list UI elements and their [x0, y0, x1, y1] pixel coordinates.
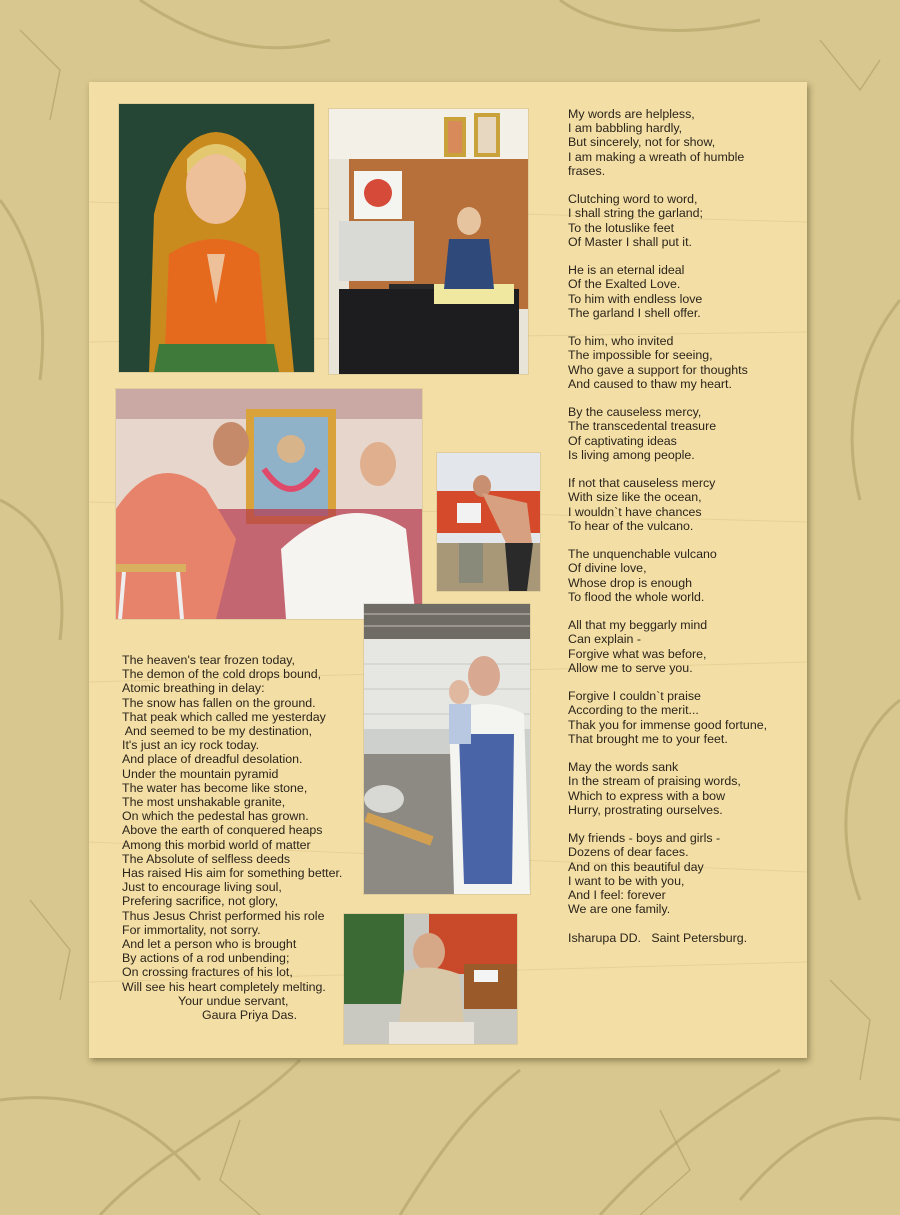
poem-line: By actions of a rod unbending; [122, 951, 290, 966]
poem-line: To hear of the vulcano. [568, 518, 694, 533]
poem-line: And let a person who is brought [122, 937, 297, 952]
poem-line: And caused to thaw my heart. [568, 376, 732, 391]
poem-line: My friends - boys and girls - [568, 831, 721, 846]
poem-line: According to the merit... [568, 703, 699, 718]
office-photo-icon [329, 109, 528, 374]
poem-line: I wouldn`t have chances [568, 504, 702, 519]
poem-line: For immortality, not sorry. [122, 922, 261, 937]
poem-line: Dozens of dear faces. [568, 845, 689, 860]
poem-line: That brought me to your feet. [568, 731, 728, 746]
poem-right-column [568, 107, 796, 945]
poem-line: The impossible for seeing, [568, 348, 713, 363]
poem-stanza [568, 760, 796, 817]
poem-line: The water has become like stone, [122, 780, 308, 795]
ceremony-photo-icon [116, 389, 422, 619]
poem-line: Prefering sacrifice, not glory, [122, 894, 279, 909]
poem-line: Can explain - [568, 632, 642, 647]
poem-stanza [568, 192, 796, 249]
poem-line: All that my beggarly mind [568, 618, 708, 633]
poem-line: Of divine love, [568, 561, 647, 576]
poem-stanza [568, 405, 796, 462]
poem-line: My words are helpless, [568, 107, 695, 121]
poem-line: It's just an icy rock today. [122, 738, 260, 753]
poem-page [89, 82, 807, 1058]
poem-line: Whose drop is enough [568, 575, 692, 590]
poem-line: On which the pedestal has grown. [122, 809, 309, 824]
poem-signature: Isharupa DD. Saint Petersburg. [568, 930, 748, 945]
portrait-photo-icon [119, 104, 314, 372]
poem-line: But sincerely, not for show, [568, 135, 716, 150]
poem-line: To him with endless love [568, 291, 703, 306]
poem-line: To the lotuslike feet [568, 220, 675, 235]
poem-line: Of Master I shall put it. [568, 234, 692, 249]
poem-line: And I feel: forever [568, 888, 666, 903]
poem-line: The most unshakable granite, [122, 795, 286, 810]
photo-kitchen-cooking [364, 604, 530, 894]
poem-line: I want to be with you, [568, 873, 685, 888]
poem-line: I shall string the garland; [568, 206, 703, 221]
poem-line: Among this morbid world of matter [122, 837, 311, 852]
seated-man-photo-icon [344, 914, 517, 1044]
poem-line: The garland I shell offer. [568, 305, 701, 320]
poem-line: frases. [568, 163, 606, 178]
poem-line: Has raised His aim for something better. [122, 866, 343, 881]
poem-line: And place of dreadful desolation. [122, 752, 303, 767]
poem-line: Under the mountain pyramid [122, 766, 279, 781]
poem-line: The unquenchable vulcano [568, 547, 717, 562]
poem-line: Forgive what was before, [568, 646, 707, 661]
poem-stanza [568, 618, 796, 675]
poem-stanza [568, 334, 796, 391]
poem-line: Hurry, prostrating ourselves. [568, 802, 723, 817]
poem-line: In the stream of praising words, [568, 774, 741, 789]
poem-line: We are one family. [568, 902, 671, 917]
poem-line: Will see his heart completely melting. [122, 979, 326, 994]
poem-line: And seemed to be my destination, [122, 724, 313, 739]
poem-line: May the words sank [568, 760, 679, 775]
photo-garland-offering [116, 389, 422, 619]
poem-signature-line: Your undue servant, [178, 993, 289, 1008]
poem-line: He is an eternal ideal [568, 263, 685, 278]
photo-man-seated [344, 914, 517, 1044]
poem-line: Of captivating ideas [568, 433, 677, 448]
poem-line: I am making a wreath of humble [568, 149, 745, 164]
poem-stanza [568, 831, 796, 916]
poem-stanza [568, 476, 796, 533]
poem-line: The Absolute of selfless deeds [122, 851, 291, 866]
poem-line: The demon of the cold drops bound, [122, 667, 322, 682]
poem-line: I am babbling hardly, [568, 121, 683, 136]
poem-line: If not that causeless mercy [568, 476, 716, 491]
poem-line: And on this beautiful day [568, 859, 704, 874]
poem-line: Is living among people. [568, 447, 695, 462]
poem-stanza [568, 689, 796, 746]
photo-woman-in-sari [119, 104, 314, 372]
poem-line: That peak which called me yesterday [122, 709, 326, 724]
poem-stanza [568, 107, 796, 178]
poem-line: Who gave a support for thoughts [568, 362, 748, 377]
photo-man-working-outside [437, 453, 540, 591]
poem-line: Thak you for immense good fortune, [568, 717, 768, 732]
poem-line: Which to express with a bow [568, 788, 726, 803]
poem-line: By the causeless mercy, [568, 405, 702, 420]
poem-line: Forgive I couldn`t praise [568, 689, 701, 704]
poem-line: Atomic breathing in delay: [122, 681, 265, 696]
poem-line: The heaven's tear frozen today, [122, 653, 295, 667]
poem-line: Above the earth of conquered heaps [122, 823, 323, 838]
poem-line: The snow has fallen on the ground. [122, 695, 316, 710]
poem-signature-name: Gaura Priya Das. [202, 1008, 298, 1023]
poem-line: Allow me to serve you. [568, 660, 693, 675]
photo-office-desk [329, 109, 528, 374]
poem-stanza [568, 547, 796, 604]
poem-line: With size like the ocean, [568, 490, 702, 505]
poem-line: To him, who invited [568, 334, 674, 349]
poem-line: Of the Exalted Love. [568, 277, 681, 292]
poem-line: Clutching word to word, [568, 192, 698, 207]
poem-line: Just to encourage living soul, [122, 880, 282, 895]
kitchen-photo-icon [364, 604, 530, 894]
worker-photo-icon [437, 453, 540, 591]
poem-stanza [568, 263, 796, 320]
poem-left-column [122, 653, 357, 1022]
poem-line: On crossing fractures of his lot, [122, 965, 293, 980]
poem-line: Thus Jesus Christ performed his role [122, 908, 325, 923]
poem-line: To flood the whole world. [568, 589, 705, 604]
poem-line: The transcedental treasure [568, 419, 717, 434]
